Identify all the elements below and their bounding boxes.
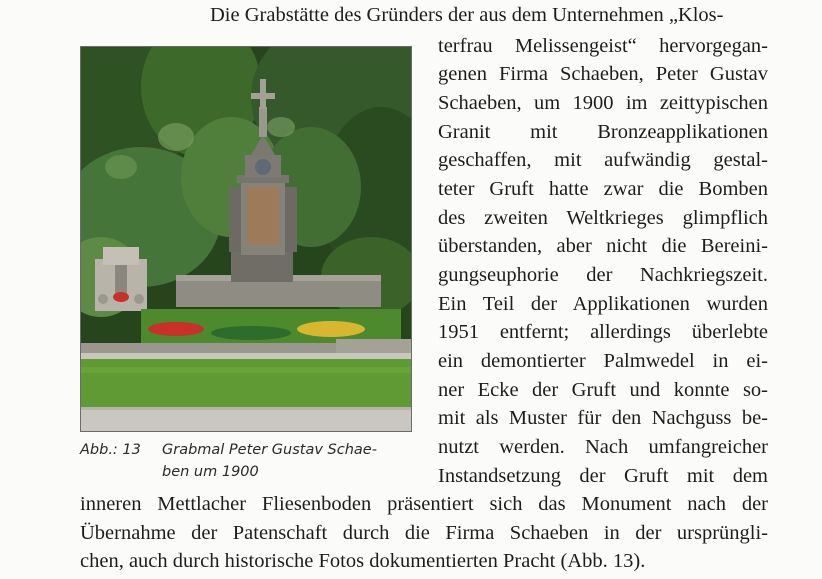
figure-caption-line-2: ben um 1900 <box>162 464 259 480</box>
grave-monument-illustration <box>81 47 411 431</box>
text-line-14: ner Ecke der Gruft und konnte so- <box>438 379 768 401</box>
text-line-9: überstanden, aber nicht die Bereini- <box>438 235 768 257</box>
text-line-20: chen, auch durch historische Fotos dokumentierten Pracht (Abb. 13). <box>80 550 646 572</box>
text-line-2: terfrau Melissengeist“ hervorgegan- <box>438 35 768 57</box>
text-line-13: ein demontierter Palmwedel in ei- <box>438 350 768 372</box>
text-line-6: geschaffen, mit aufwändig gestal- <box>438 149 768 171</box>
text-line-11: Ein Teil der Applikationen wurden <box>438 293 768 315</box>
figure-label: Abb.: 13 <box>80 442 141 458</box>
text-line-7: teter Gruft hatte zwar die Bomben <box>438 178 768 200</box>
text-line-19: Übernahme der Patenschaft durch die Firma Schaeben in der ursprüngli- <box>80 522 768 544</box>
text-line-15: mit als Muster für den Nachguss be- <box>438 407 768 429</box>
text-line-4: Schaeben, um 1900 im zeittypischen <box>438 92 768 114</box>
figure-caption-line-1: Grabmal Peter Gustav Schae- <box>162 442 377 458</box>
text-line-10: gungseuphorie der Nachkriegszeit. <box>438 264 768 286</box>
text-line-5: Granit mit Bronzeapplikationen <box>438 121 768 143</box>
text-line-8: des zweiten Weltkrieges glimpflich <box>438 207 768 229</box>
text-line-3: genen Firma Schaeben, Peter Gustav <box>438 63 768 85</box>
text-line-17: Instandsetzung der Gruft mit dem <box>438 465 768 487</box>
text-line-18: inneren Mettlacher Fliesenboden präsentiert sich das Monument nach der <box>80 493 768 515</box>
text-line-12: 1951 entfernt; allerdings überlebte <box>438 321 768 343</box>
text-line-1: Die Grabstätte des Gründers der aus dem Unternehmen „Klos- <box>210 4 724 26</box>
grave-monument-photo <box>80 46 412 432</box>
text-line-16: nutzt werden. Nach umfangreicher <box>438 436 768 458</box>
